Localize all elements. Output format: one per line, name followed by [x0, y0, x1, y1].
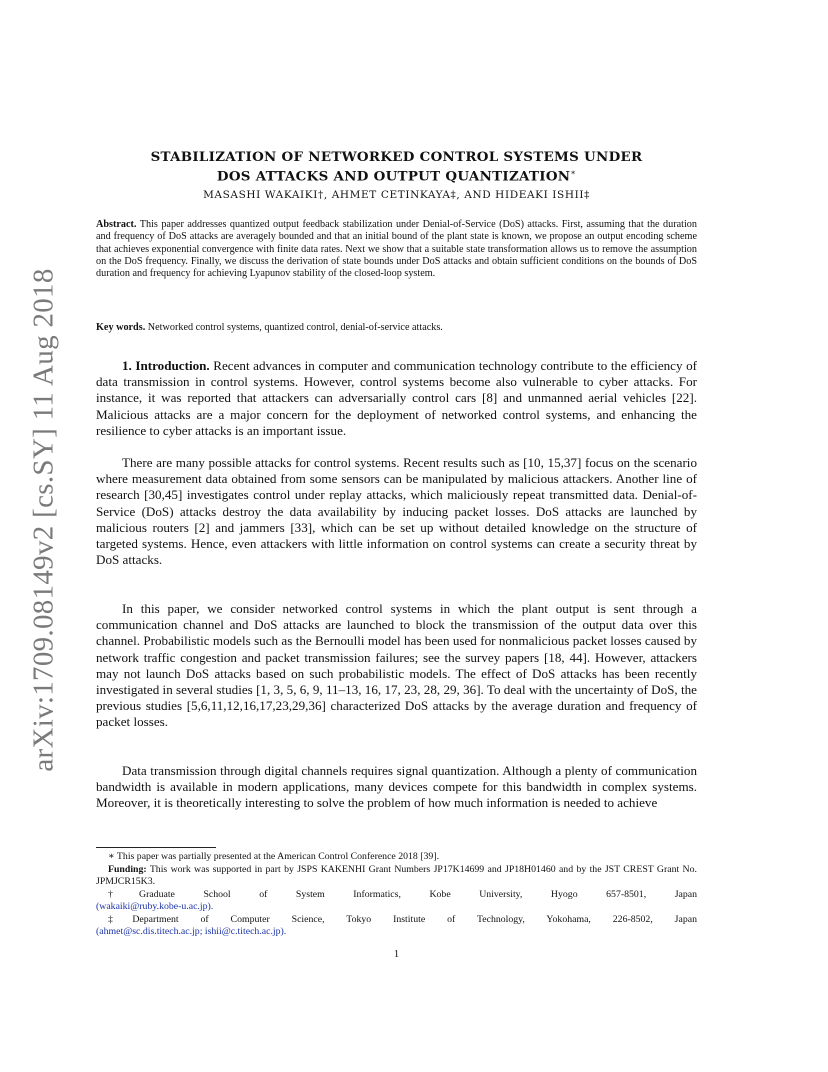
introduction-paragraph-4: [96, 763, 697, 812]
title-line-2: DOS ATTACKS AND OUTPUT QUANTIZATION: [216, 168, 571, 185]
email-link-wakaiki[interactable]: (wakaiki@ruby.kobe-u.ac.jp).: [96, 901, 214, 912]
keywords-text: Networked control systems, quantized control, denial-of-service attacks.: [147, 322, 443, 333]
introduction-paragraph-2: [96, 455, 697, 568]
abstract-label: Abstract.: [96, 219, 137, 230]
paragraph-text: In this paper, we consider networked control systems in which the plant output is sent through a communication channel and DoS attacks are launched to block the transmission of the output data over this channel. Probabilistic models such as the Bernoulli model has been used for nonmalicious packet losses caused by network traffic congestion and packet transmission failures; see the survey papers [18, 44]. However, attackers may not launch DoS attacks based on such probabilistic models. The effect of DoS attacks has been recently investigated in several studies [1, 3, 5, 6, 9, 11–13, 16, 17, 23, 28, 29, 36]. To deal with the uncertainty of DoS, the previous studies [5,6,11,12,16,17,23,29,36] characterized DoS attacks by the average duration and frequency of packet losses.: [96, 601, 697, 730]
footnote-funding: [96, 864, 697, 888]
footnote-affiliation-1: †Graduate School of System Informatics, Kobe University, Hyogo 657-8501, Japan (wakaiki@ruby.kobe-u.ac.jp).: [96, 889, 697, 912]
keywords-label: Key words.: [96, 322, 146, 333]
paragraph-text: There are many possible attacks for control systems. Recent results such as [10, 15,37] focus on the scenario where measurement data obtained from some sensors can be manipulated by malicious attackers. Another line of research [30,45] investigates control under replay attacks, which maliciously repeat transmitted data. Denial-of-Service (DoS) attacks destroy the data availability by inducing packet losses. DoS attacks are launched by malicious routers [2] and jammers [33], which can be set up without detailed knowledge on the structure of targeted systems. Hence, even attackers with little information on control systems can create a security threat by DoS attacks.: [96, 455, 697, 568]
abstract-text: This paper addresses quantized output feedback stabilization under Denial-of-Service (DoS) attacks. First, assuming that the duration and frequency of DoS attacks are averagely bounded and that an initial bound of the plant state is known, we propose an output encoding scheme that achieves exponential convergence with finite data rates. Next we show that a suitable state transformation allows us to remove the assumption on the DoS frequency. Finally, we discuss the derivation of state bounds under DoS attacks and obtain sufficient conditions on the bounds of DoS duration and frequency for achieving Lyapunov stability of the closed-loop system.: [96, 219, 697, 280]
introduction-paragraph-3: [96, 601, 697, 731]
title-line-1: STABILIZATION OF NETWORKED CONTROL SYSTEMS UNDER: [150, 149, 643, 165]
introduction-paragraph-1: [96, 358, 697, 439]
funding-text: This work was supported in part by JSPS KAKENHI Grant Numbers JP17K14699 and JP18H01460 and by the JST CREST Grant No. JPMJCR15K3.: [96, 864, 697, 887]
funding-label: Funding:: [108, 864, 147, 875]
email-link-authors[interactable]: (ahmet@sc.dis.titech.ac.jp; ishii@c.titech.ac.jp).: [96, 926, 287, 937]
paper-title: [96, 149, 697, 184]
paragraph-text: Data transmission through digital channels requires signal quantization. Although a plenty of communication bandwidth is available in modern applications, many devices compete for this bandwidth in complex systems. Moreover, it is theoretically interesting to solve the problem of how much information is needed to achieve: [96, 763, 697, 811]
section-heading: 1. Introduction.: [122, 358, 210, 373]
footnote-rule: [96, 847, 216, 848]
abstract: [96, 219, 697, 280]
keywords: [96, 322, 697, 334]
footnote-affiliation-2: ‡Department of Computer Science, Tokyo Institute of Technology, Yokohama, 226-8502, Japan (ahmet@sc.dis.titech.ac.jp; ishii@c.titech.ac.jp).: [96, 914, 697, 937]
paragraph-text: Recent advances in computer and communication technology contribute to the efficiency of data transmission in control systems. However, control systems become also vulnerable to cyber attacks. For instance, it was reported that attackers can adversarially control cars [8] and unmanned aerial vehicles [22]. Malicious attacks are a major concern for the deployment of networked control systems, and enhancing the resilience to cyber attacks is an important issue.: [96, 358, 697, 438]
author-list: MASASHI WAKAIKI†, AHMET CETINKAYA‡, AND HIDEAKI ISHII‡: [203, 189, 590, 201]
page-number: 1: [393, 949, 400, 960]
title-footnote-mark: ∗: [570, 168, 577, 177]
arxiv-stamp-text: arXiv:1709.08149v2 [cs.SY] 11 Aug 2018: [27, 268, 60, 772]
footnote-conference: ∗ This paper was partially presented at the American Control Conference 2018 [39].: [108, 851, 440, 862]
